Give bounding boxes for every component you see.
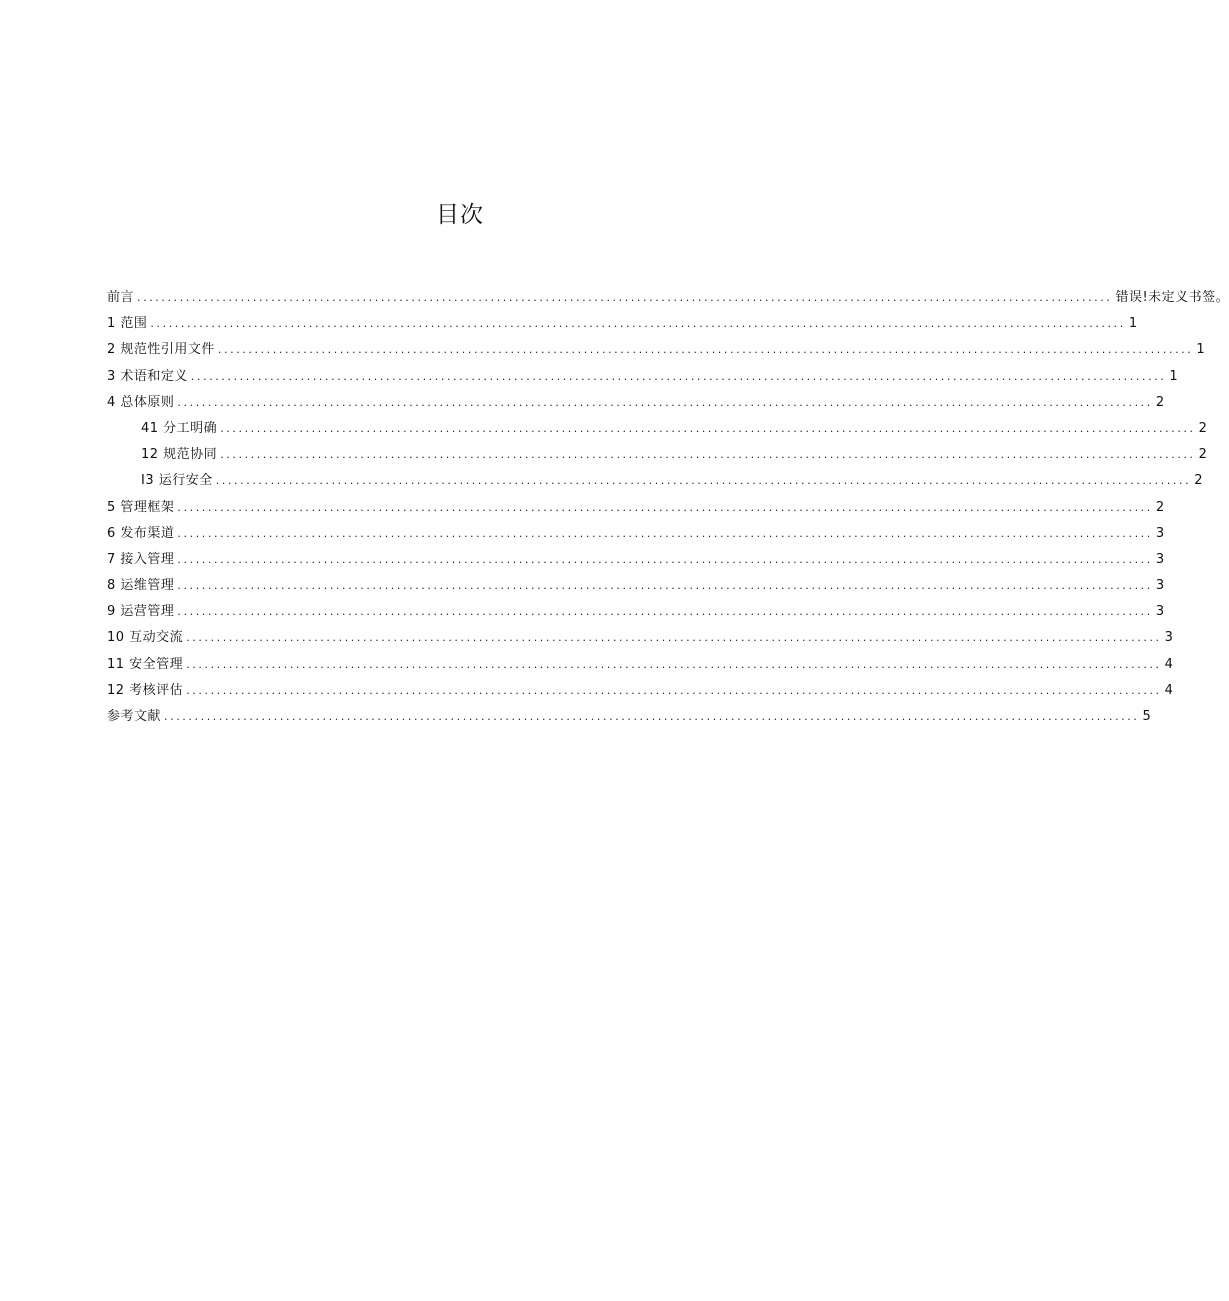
toc-subentry[interactable] — [107, 416, 1208, 442]
toc-subentry[interactable] — [107, 442, 1208, 468]
toc-entry-page: 5 — [1142, 709, 1152, 724]
toc-entry-page: 3 — [1155, 525, 1165, 541]
toc-dot-leader: ................................................................................................................................................................ — [137, 291, 1113, 304]
toc-entry-page: 3 — [1155, 551, 1165, 567]
toc-entry-label: 5 管理框架 — [107, 499, 175, 515]
toc-entry[interactable] — [107, 311, 1138, 337]
toc-entry-page: 2 — [1194, 473, 1203, 489]
toc-entry-label: 前言 — [107, 290, 135, 305]
toc-entry[interactable] — [107, 547, 1165, 573]
toc-dot-leader: ................................................................................................................................................................ — [186, 631, 1162, 645]
toc-dot-leader: ................................................................................................................................................................ — [220, 421, 1196, 435]
toc-entry[interactable] — [107, 625, 1174, 651]
toc-entry-page: 1 — [1196, 342, 1206, 358]
toc-entry[interactable] — [107, 704, 1152, 730]
toc-entry-page: 3 — [1164, 630, 1174, 646]
toc-entry-page: 错误!未定义书签。 — [1115, 290, 1229, 305]
toc-entry[interactable] — [107, 364, 1179, 390]
toc-dot-leader: ................................................................................................................................................................ — [186, 657, 1162, 671]
toc-dot-leader: ................................................................................................................................................................ — [220, 448, 1196, 462]
toc-entry-label: 7 接入管理 — [107, 551, 175, 567]
toc-dot-leader: ................................................................................................................................................................ — [217, 343, 1194, 357]
toc-entry-label: 6 发布渠道 — [107, 525, 175, 541]
toc-entry-label: 8 运维管理 — [107, 578, 175, 594]
toc-entry[interactable] — [107, 337, 1206, 363]
toc-dot-leader: ................................................................................................................................................................ — [177, 500, 1153, 514]
toc-entry-label: 4 总体原则 — [107, 394, 175, 410]
toc-dot-leader: ................................................................................................................................................................ — [186, 683, 1162, 697]
toc-entry-label: 2 规范性引用文件 — [107, 342, 215, 358]
toc-dot-leader: ................................................................................................................................................................ — [190, 369, 1167, 383]
toc-dot-leader: ................................................................................................................................................................ — [177, 526, 1153, 540]
toc-dot-leader: ................................................................................................................................................................ — [164, 710, 1140, 723]
toc-entry-page: 3 — [1155, 604, 1165, 620]
toc-subentry[interactable] — [107, 468, 1203, 494]
toc-entry[interactable] — [107, 678, 1174, 704]
toc-entry-label: 10 互动交流 — [107, 630, 184, 646]
toc-entry[interactable] — [107, 573, 1165, 599]
toc-entry-page: 2 — [1198, 420, 1208, 436]
toc-entry-label: I3 运行安全 — [141, 473, 213, 489]
toc-dot-leader: ................................................................................................................................................................ — [177, 395, 1153, 409]
toc-entry-label: 1 范围 — [107, 316, 148, 332]
toc-entry-label: 参考文献 — [107, 709, 162, 724]
toc-entry-page: 2 — [1155, 499, 1165, 515]
toc-entry[interactable] — [107, 599, 1165, 625]
toc-entry-label: 9 运营管理 — [107, 604, 175, 620]
toc-entry[interactable] — [107, 390, 1165, 416]
toc-dot-leader: ................................................................................................................................................................ — [215, 474, 1192, 488]
toc-dot-leader: ................................................................................................................................................................ — [177, 605, 1153, 619]
toc-entry-label: 41 分工明确 — [141, 420, 218, 436]
toc-entry-page: 3 — [1155, 578, 1165, 594]
toc-entry-label: 3 术语和定义 — [107, 368, 188, 384]
toc-dot-leader: ................................................................................................................................................................ — [177, 552, 1153, 566]
toc-entry-page: 1 — [1169, 368, 1179, 384]
toc-entry-label: 12 规范协同 — [141, 447, 218, 463]
toc-entry-page: 4 — [1164, 682, 1174, 698]
toc-title: 目次 — [436, 202, 484, 228]
toc-entry[interactable] — [107, 495, 1165, 521]
toc-entry[interactable] — [107, 652, 1174, 678]
toc-entry-page: 2 — [1155, 394, 1165, 410]
toc-entry-page: 1 — [1128, 316, 1138, 332]
toc-entry-page: 4 — [1164, 656, 1174, 672]
toc-entry-page: 2 — [1198, 447, 1208, 463]
table-of-contents — [107, 285, 1229, 730]
toc-entry[interactable] — [107, 521, 1165, 547]
toc-dot-leader: ................................................................................................................................................................ — [150, 317, 1126, 331]
toc-entry-label: 12 考核评估 — [107, 682, 184, 698]
toc-dot-leader: ................................................................................................................................................................ — [177, 579, 1153, 593]
toc-entry[interactable] — [107, 285, 1229, 311]
toc-entry-label: 11 安全管理 — [107, 656, 184, 672]
